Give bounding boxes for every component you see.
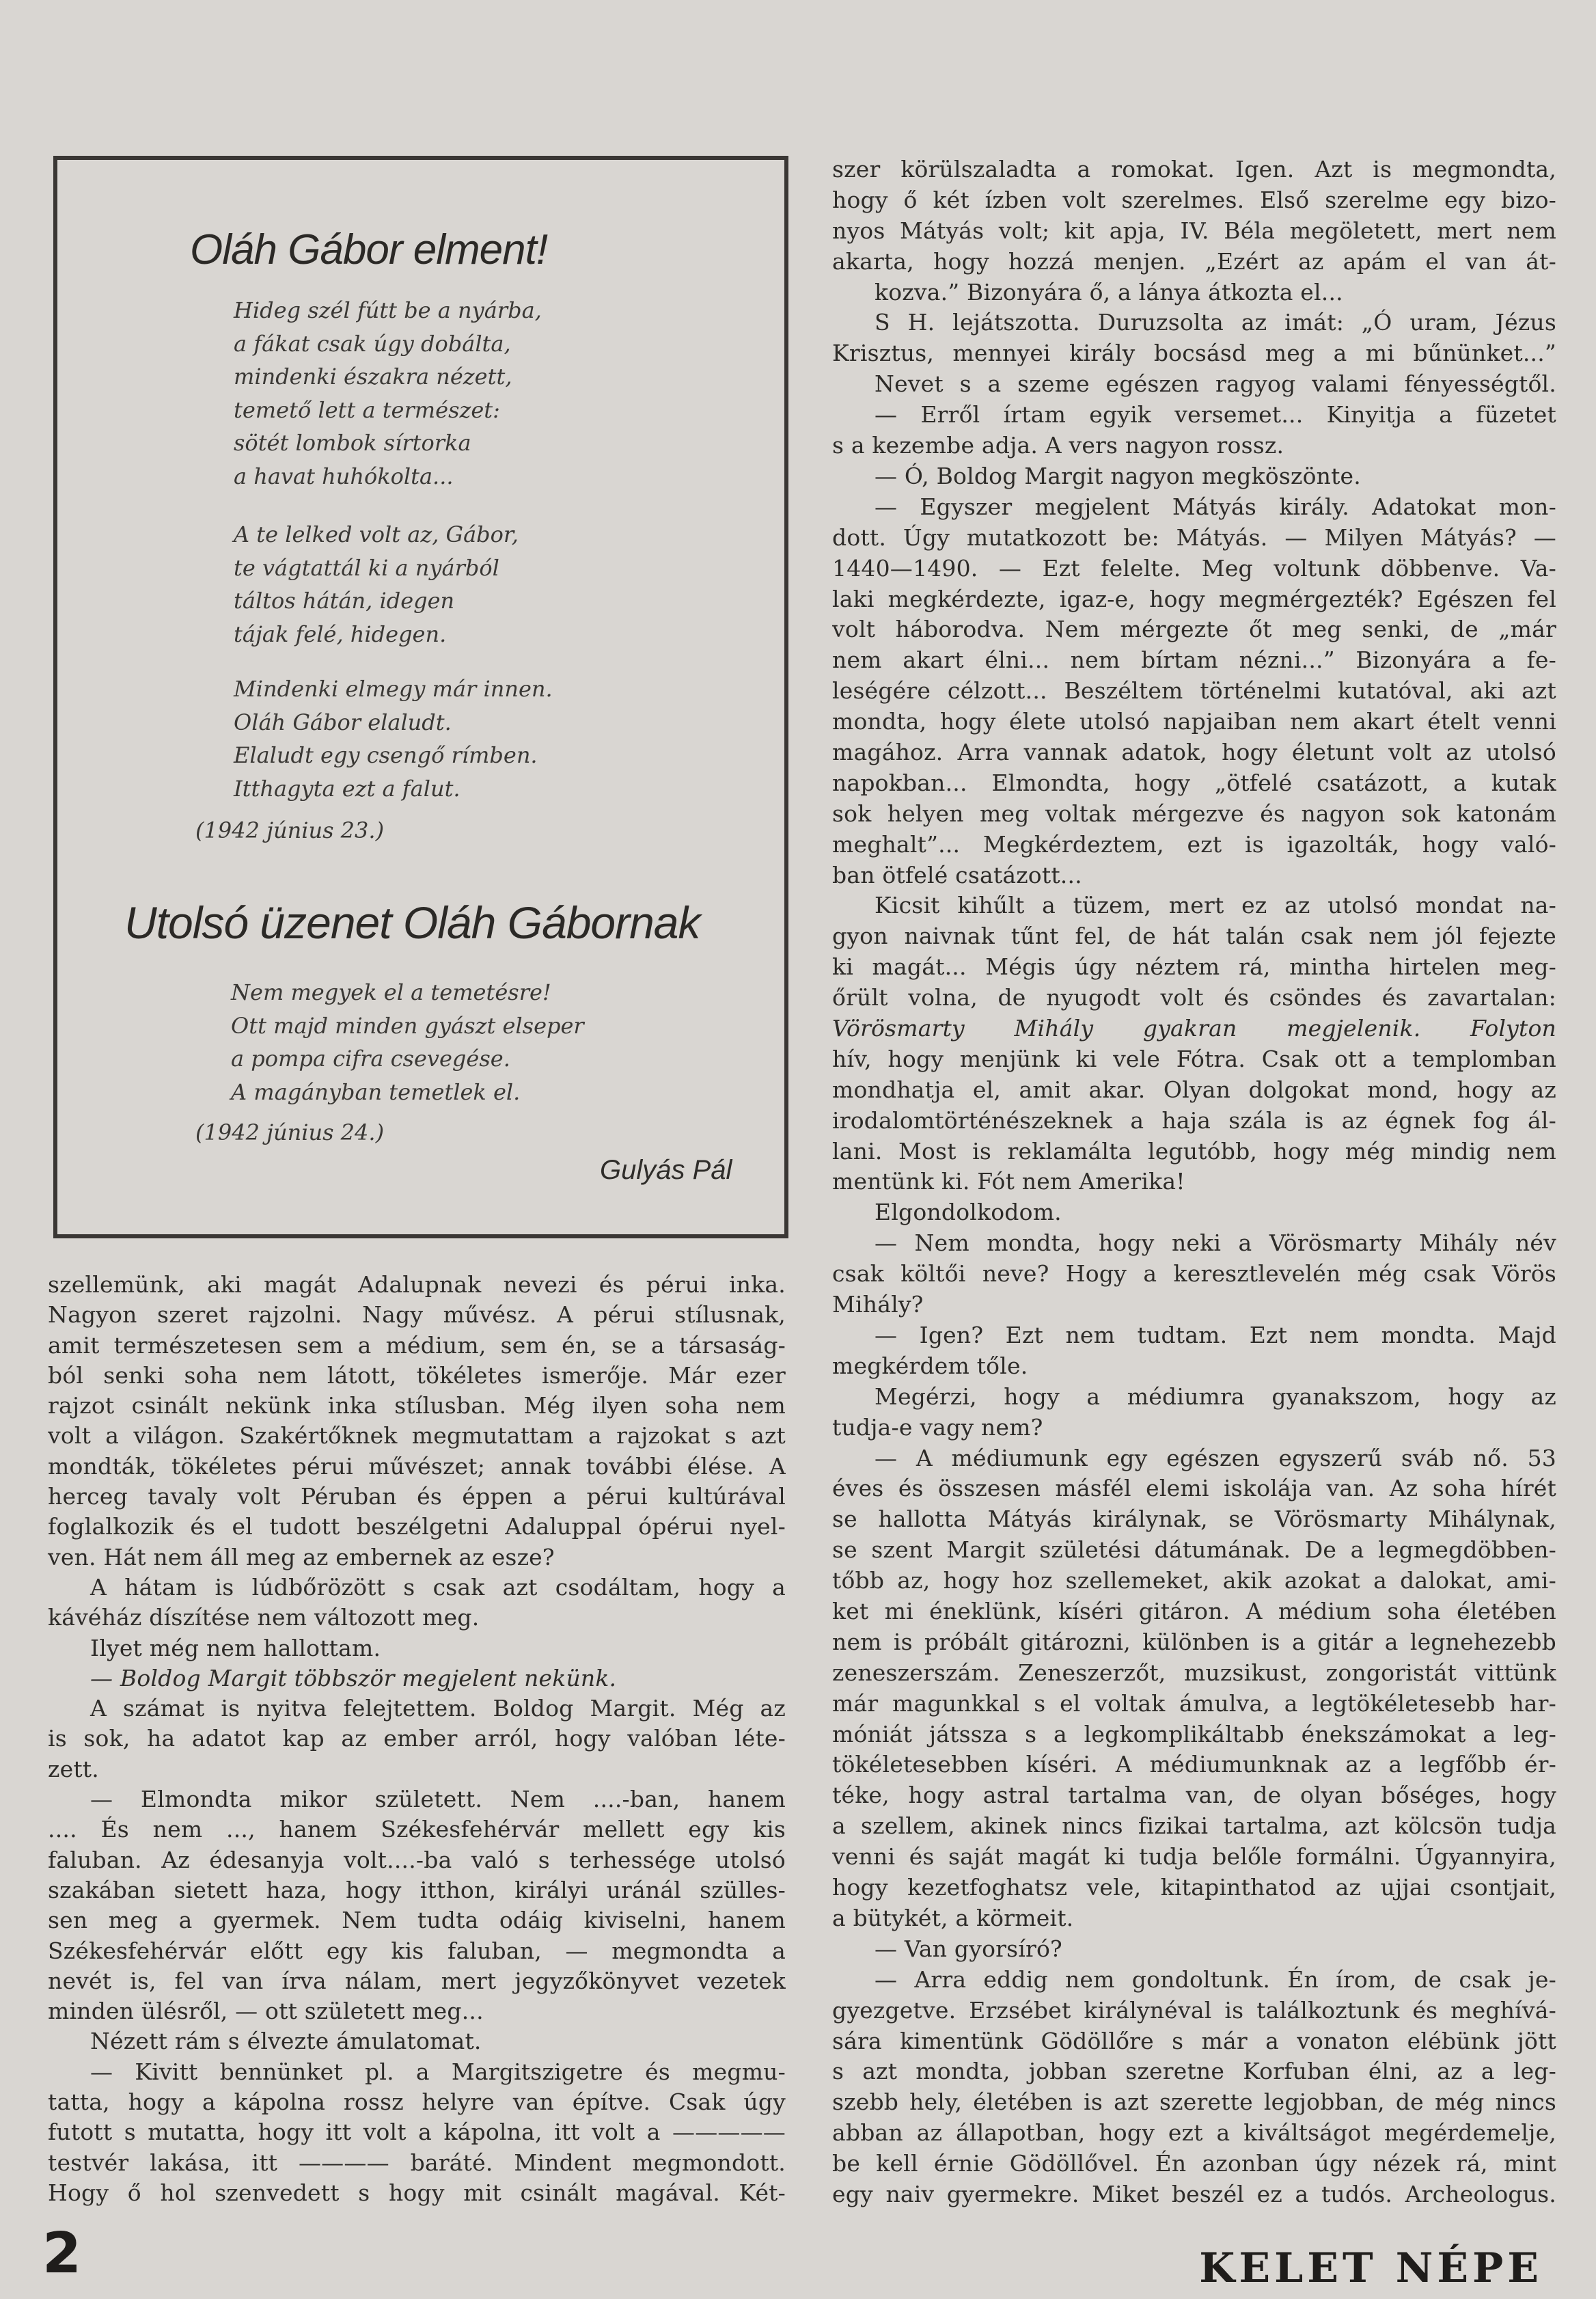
text-line: szer körülszaladta a romokat. Igen. Azt is megmondta,	[832, 156, 1556, 182]
verse-line: mindenki északra nézett,	[234, 364, 512, 390]
text-line: minden ülésről, — ott született meg...	[48, 1998, 484, 2025]
text-line: szakában sietett haza, hogy itthon, királyi uránál szülles-	[48, 1876, 786, 1903]
text-line: testvér lakása, itt ———— baráté. Mindent megmondott.	[48, 2149, 786, 2176]
text-line: sok helyen meg voltak mérgezve és nagyon sok katonám	[832, 800, 1556, 827]
text-line: Megérzi, hogy a médiumra gyanakszom, hogy az	[875, 1383, 1556, 1410]
poem1-title: Oláh Gábor elment!	[190, 226, 548, 273]
verse-line: Nem megyek el a temetésre!	[231, 979, 551, 1005]
text-line: tökéletesebben kíséri. A médiumunknak az a legfőbb ér-	[832, 1751, 1556, 1778]
text-line: tőbb az, hogy hoz szellemeket, akik azokat a dalokat, ami-	[832, 1567, 1556, 1594]
text-line: zeneszerszám. Zeneszerzőt, muzsikust, zongoristát vittünk	[832, 1659, 1556, 1686]
text-line: csak költői neve? Hogy a keresztlevelén még csak Vörös	[832, 1260, 1556, 1288]
text-line: egy naiv gyermekre. Miket beszél ez a tudós. Archeologus.	[832, 2180, 1556, 2207]
text-line: — Nem mondta, hogy neki a Vörösmarty Mihály név	[875, 1229, 1556, 1257]
text-line: — Kivitt bennünket pl. a Margitszigetre és megmu-	[90, 2058, 786, 2085]
text-line: Nevet s a szeme egészen ragyog valami fényességtől.	[875, 370, 1556, 398]
poem2-title: Utolsó üzenet Oláh Gábornak	[124, 897, 700, 948]
text-line: foglalkozik és el tudott beszélgetni Adaluppal ópérui nyel-	[48, 1513, 786, 1540]
masthead: KELET NÉPE	[1199, 2244, 1543, 2292]
text-line: már magunkkal s el voltak ámulva, a legtökéletesebb har-	[832, 1689, 1556, 1717]
right-article-column	[832, 154, 1556, 2210]
text-line: se szent Margit születési dátumának. De a legmegdöbben-	[832, 1536, 1556, 1564]
text-line: futott s mutatta, hogy itt volt a kápolna, itt volt a —————	[48, 2119, 786, 2146]
text-line: herceg tavaly volt Péruban és éppen a pérui kultúrával	[48, 1483, 786, 1510]
poem2-stanza-1	[231, 976, 584, 1108]
text-line: mondta, hogy élete utolsó napjaiban nem akart ételt venni	[832, 708, 1556, 735]
text-line: sára kimentünk Gödöllőre s már a vonaton elébünk jött	[832, 2027, 1556, 2054]
text-line: se hallotta Mátyás királynak, se Vörösmarty Mihálynak,	[832, 1506, 1556, 1533]
text-line: ket mi éneklünk, kíséri gitáron. A médium soha életében	[832, 1598, 1556, 1624]
text-line: dott. Úgy mutatkozott be: Mátyás. — Milyen Mátyás? —	[832, 523, 1556, 551]
text-line: s a kezembe adja. A vers nagyon rossz.	[832, 432, 1284, 459]
text-line: — Ó, Boldog Margit nagyon megköszönte.	[875, 462, 1361, 489]
text-line: laki megkérdezte, igaz-e, hogy megmérgezték? Egészen fel	[832, 585, 1556, 612]
text-line: — Igen? Ezt nem tudtam. Ezt nem mondta. Majd	[875, 1321, 1556, 1348]
text-line: amit természetesen sem a médium, sem én, se a társaság-	[48, 1331, 786, 1359]
verse-line: táltos hátán, idegen	[234, 588, 455, 614]
text-line: abban az állapotban, hogy ezt a kiváltságot megérdemelje,	[832, 2119, 1556, 2147]
text-line: volt háborodva. Nem mérgezte őt meg senki, de „már	[832, 616, 1556, 643]
text-line: ban ötfelé csatázott...	[832, 861, 1082, 888]
verse-line: a fákat csak úgy dobálta,	[234, 330, 511, 357]
text-line: ból senki soha nem látott, tökéletes ismerője. Már ezer	[48, 1361, 786, 1389]
text-line: hogy ő két ízben volt szerelmes. Első szerelme egy bizo-	[832, 186, 1556, 213]
verse-line: Hideg szél fútt be a nyárba,	[234, 297, 542, 323]
text-line: Ilyet még nem hallottam.	[90, 1634, 381, 1661]
text-line: rajzot csinált nekünk inka stílusban. Még ilyen soha nem	[48, 1392, 786, 1419]
text-line: mondták, tökéletes pérui művészet; annak további élése. A	[48, 1452, 786, 1480]
text-line: nyos Mátyás volt; kit apja, IV. Béla megöletett, mert nem	[832, 217, 1556, 244]
text-line: napokban... Elmondta, hogy „ötfelé csatázott, a kutak	[832, 769, 1556, 796]
text-line: lani. Most is reklamálta legutóbb, hogy még mindig nem	[832, 1137, 1556, 1165]
text-line: a szellem, akinek nincs fizikai tartalma, azt kölcsön tudja	[832, 1812, 1556, 1840]
text-line: .... És nem ..., hanem Székesfehérvár mellett egy kis	[48, 1816, 786, 1843]
verse-line: sötét lombok sírtorka	[234, 430, 471, 456]
text-line: zett.	[48, 1755, 99, 1782]
poem1-stanza-2	[234, 518, 519, 651]
text-line: mondhatja el, amit akar. Olyan dolgokat mond, hogy az	[832, 1076, 1556, 1103]
text-line: — Boldog Margit többször megjelent nekünk.	[90, 1664, 617, 1691]
text-line: móniát játssza s a legkomplikáltabb énekszámokat a leg-	[832, 1720, 1556, 1747]
text-line: tudja-e vagy nem?	[832, 1413, 1043, 1441]
text-line: — Elmondta mikor született. Nem ....-ban, hanem	[90, 1786, 786, 1813]
text-line: A hátam is lúdbőrözött s csak azt csodáltam, hogy a	[90, 1573, 786, 1601]
text-line: faluban. Az édesanyja volt....-ba való s terhessége utolsó	[48, 1846, 786, 1873]
text-line: hogy kezetfoghatsz vele, kitapinthatod az ujjai csontjait,	[832, 1874, 1556, 1901]
text-line: irodalomtörténészeknek a haja szála is az égnek fog ál-	[832, 1106, 1556, 1134]
text-line: Vörösmarty Mihály gyakran megjelenik. Folyton	[832, 1015, 1556, 1042]
text-line: — Erről írtam egyik versemet... Kinyitja a füzetet	[875, 401, 1556, 428]
text-line: nem is próbált gitározni, különben is a gitár a legnehezebb	[832, 1628, 1556, 1655]
verse-line: te vágtattál ki a nyárból	[234, 554, 499, 581]
text-line: szellemünk, aki magát Adalupnak nevezi és pérui inka.	[48, 1271, 786, 1298]
text-line: ki magát... Mégis úgy néztem rá, mintha hirtelen meg-	[832, 953, 1556, 981]
text-line: Székesfehérvár előtt egy kis faluban, — megmondta a	[48, 1937, 786, 1964]
verse-line: a pompa cifra csevegése.	[231, 1046, 510, 1072]
text-line: hív, hogy menjünk ki vele Fótra. Csak ott a templomban	[832, 1045, 1556, 1072]
verse-line: Itthagyta ezt a falut.	[234, 775, 460, 802]
poem2-date: (1942 június 24.)	[195, 1119, 385, 1145]
page-number: 2	[42, 2221, 82, 2286]
text-line: Kicsit kihűlt a tüzem, mert ez az utolsó mondat na-	[875, 892, 1556, 919]
text-line: — Arra eddig nem gondoltunk. Én írom, de csak je-	[875, 1965, 1556, 1993]
text-line: Mihály?	[832, 1291, 924, 1318]
text-line: volt a világon. Szakértőknek megmutattam a rajzokat s azt	[48, 1422, 786, 1450]
verse-line: a havat huhókolta...	[234, 463, 454, 489]
text-line: Elgondolkodom.	[875, 1199, 1062, 1226]
verse-line: Mindenki elmegy már innen.	[234, 676, 553, 702]
text-line: tatta, hogy a kápolna rossz helyre van építve. Csak úgy	[48, 2089, 786, 2116]
text-line: Krisztus, mennyei király bocsásd meg a mi bűnünket...”	[832, 340, 1556, 367]
text-line: mentünk ki. Fót nem Amerika!	[832, 1168, 1185, 1195]
poem1-date: (1942 június 23.)	[195, 817, 385, 843]
text-line: téke, hogy astral tartalma van, de olyan bőséges, hogy	[832, 1782, 1556, 1809]
verse-line: Oláh Gábor elaludt.	[234, 709, 452, 735]
text-line: — Egyszer megjelent Mátyás király. Adatokat mon-	[875, 493, 1556, 520]
text-line: megkérdem tőle.	[832, 1352, 1028, 1379]
text-line: szebb hely, életében is azt szerette legjobban, de még nincs	[832, 2089, 1556, 2116]
text-line: Nézett rám s élvezte ámulatomat.	[90, 2028, 482, 2055]
text-line: — Van gyorsíró?	[875, 1935, 1062, 1962]
poem-author: Gulyás Pál	[600, 1155, 732, 1185]
poem1-stanza-3	[234, 672, 553, 805]
verse-line: temető lett a természet:	[234, 396, 500, 423]
text-line: nevét is, fel van írva nálam, mert jegyzőkönyvet vezetek	[48, 1967, 786, 1994]
text-line: őrült volna, de nyugodt volt és csöndes és zavartalan:	[832, 984, 1556, 1011]
verse-line: Ott majd minden gyászt elseper	[231, 1012, 584, 1039]
text-line: Hogy ő hol szenvedett s hogy mit csinált magával. Két-	[48, 2179, 786, 2206]
text-line: 1440—1490. — Ezt felelte. Meg voltunk döbbenve. Va-	[832, 554, 1556, 582]
text-line: magához. Arra vannak adatok, hogy életunt volt az utolsó	[832, 738, 1556, 765]
text-line: meghalt”... Megkérdeztem, ezt is igazolták, hogy való-	[832, 830, 1556, 858]
text-line: leségére célzott... Beszéltem történelmi kutatóval, aki azt	[832, 677, 1556, 705]
text-line: ven. Hát nem áll meg az embernek az esze?	[48, 1543, 555, 1570]
text-line: be kell érnie Gödöllővel. Én azonban úgy nézek rá, mint	[832, 2150, 1556, 2177]
text-line: s azt mondta, jobban szeretne Korfuban élni, az a leg-	[832, 2058, 1556, 2085]
text-line: akarta, hogy hozzá menjen. „Ezért az apám el van át-	[832, 247, 1556, 275]
verse-line: tájak felé, hidegen.	[234, 621, 447, 647]
text-line: kávéház díszítése nem változott meg.	[48, 1604, 480, 1631]
text-line: Nagyon szeret rajzolni. Nagy művész. A pérui stílusnak,	[48, 1301, 786, 1329]
verse-line: Elaludt egy csengő rímben.	[234, 742, 538, 768]
text-line: — A médiumunk egy egészen egyszerű sváb nő. 53	[875, 1444, 1556, 1471]
left-article-column	[48, 1270, 786, 2208]
text-line: gyon naivnak tűnt fel, de hát talán csak nem jól fejezte	[832, 923, 1556, 950]
text-line: kozva.” Bizonyára ő, a lánya átkozta el...	[875, 278, 1343, 305]
text-line: S H. lejátszotta. Duruzsolta az imát: „Ó uram, Jézus	[875, 309, 1556, 336]
text-line: éves és összesen másfél elemi iskolája van. Az soha hírét	[832, 1475, 1556, 1502]
poem1-stanza-1	[234, 294, 542, 493]
text-line: sen meg a gyermek. Nem tudta odáig kiviselni, hanem	[48, 1907, 786, 1934]
text-line: nem akart élni... nem bírtam nézni...” Bizonyára a fe-	[832, 647, 1556, 674]
verse-line: A magányban temetlek el.	[231, 1078, 521, 1105]
text-line: a bütykét, a körmeit.	[832, 1904, 1074, 1931]
text-line: is sok, ha adatot kap az ember arról, hogy valóban léte-	[48, 1725, 786, 1752]
text-line: A számat is nyitva felejtettem. Boldog Margit. Még az	[90, 1695, 786, 1722]
text-line: venni és saját magát ki tudja belőle formálni. Úgyannyira,	[832, 1843, 1556, 1871]
text-line: gyezgetve. Erzsébet királynéval is találkoztunk és meghívá-	[832, 1996, 1556, 2024]
verse-line: A te lelked volt az, Gábor,	[234, 521, 519, 547]
